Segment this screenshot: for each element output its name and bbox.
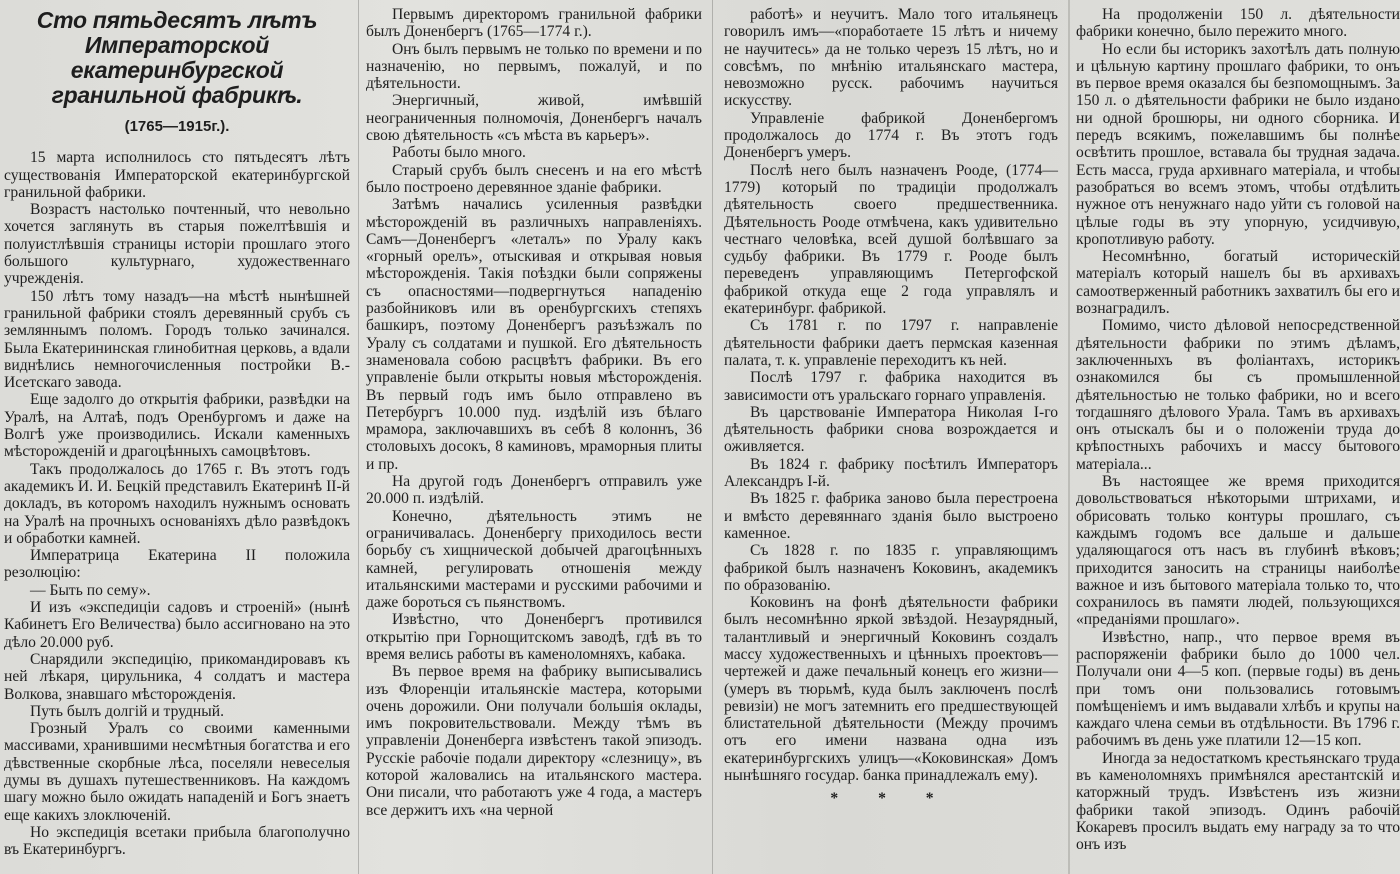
- paragraph: Въ первое время на фабрику выписывались изъ Флоренціи итальянскіе мастера, которыми очень дорожили. Они получали большія оклады, имъ покровительствовали. Между тѣмъ въ управленіи Доненберга извѣстенъ такой эпизодъ. Русскіе рабочіе подали директору «слезницу», въ которой жаловались на итальянского мастера. Они писали, что работаютъ уже 4 года, а мастеръ все держитъ ихъ «на черной: [366, 663, 702, 819]
- paragraph: Энергичный, живой, имѣвшій неограниченныя полномочія, Доненбергъ началъ свою дѣятельность «съ мѣста въ карьеръ».: [366, 92, 702, 145]
- paragraph: На другой годъ Доненбергъ отправилъ уже 20.000 п. издѣлій.: [366, 473, 702, 508]
- paragraph: Послѣ него былъ назначенъ Рооде, (1774—1779) который по традиціи продолжалъ дѣятельность своего предшественника. Дѣятельность Рооде отмѣчена, какъ удивительно честнаго человѣка, всей душой болѣвшаго за судьбу фабрики. Въ 1779 г. Рооде былъ переведенъ управляющимъ Петергофской фабрикой откуда еще 2 года управлялъ и екатеринбург. фабрикой.: [724, 161, 1058, 318]
- paragraph: Коковинъ на фонѣ дѣятельности фабрики былъ несомнѣнно яркой звѣздой. Незаурядный, талантливый и энергичный Коковинъ создалъ массу художественныхъ и цѣнныхъ проектовъ—чертежей и даже печальный конецъ его жизни—(умеръ въ тюрьмѣ, куда былъ заключенъ послѣ ревизіи) не могъ затемнить его предшествующей блистательной дѣятельности (Между прочимъ отъ его имени названа одна изъ екатеринбургскихъ улицъ—«Коковинская» Домъ нынѣшняго государ. банка принадлежалъ ему).: [724, 594, 1058, 785]
- column-divider: [358, 0, 359, 874]
- paragraph: Затѣмъ начались усиленныя развѣдки мѣсторожденій въ различныхъ направленіяхъ. Самъ—Доненбергъ «леталъ» по Уралу какъ «горный орелъ», отыскивая и открывая новыя мѣсторожденія. Такія поѣздки были сопряжены съ опасностями—подвергнуться нападенію разбойниковъ или въ оренбургскихъ степяхъ башкиръ, поэтому Доненбергъ разъѣзжалъ по Уралу съ солдатами и пушкой. Его дѣятельность знаменовала собою расцвѣтъ фабрики. Въ его управленіе были открыты новыя мѣсторожденія. Въ первый годъ имъ было отправлено въ Петербургъ 10.000 пуд. издѣлій изъ бѣлаго мрамора, заключавшихъ въ себѣ 8 колоннъ, 36 столовыхъ досокъ, 8 каминовъ, мраморныя плиты и пр.: [366, 196, 702, 473]
- paragraph: Первымъ директоромъ гранильной фабрики былъ Доненбергъ (1765—1774 г.).: [366, 6, 702, 41]
- paragraph: Еще задолго до открытія фабрики, развѣдки на Уралѣ, на Алтаѣ, подъ Оренбургомъ и даже на Волгѣ уже производились. Искали каменныхъ мѣсторожденій и драгоцѣнныхъ самоцвѣтовъ.: [4, 391, 350, 461]
- paragraph: Такъ продолжалось до 1765 г. Въ этотъ годъ академикъ И. И. Бецкій представилъ Екатеринѣ II-й докладъ, въ которомъ находилъ нужнымъ основать на Уралѣ на прочныхъ основаніяхъ дѣло развѣдокъ и обработки камней.: [4, 460, 350, 547]
- paragraph: 150 лѣтъ тому назадъ—на мѣстѣ нынѣшней гранильной фабрики стоялъ деревянный срубъ съ земляннымъ поломъ. Городъ только зачинался. Была Екатерининская глинобитная церковь, а вдали виднѣлись немногочисленныя постройки В.-Исетскаго завода.: [4, 287, 350, 392]
- column-divider: [712, 0, 713, 874]
- paragraph: Въ царствованіе Императора Николая I-го дѣятельность фабрики снова возрождается и оживляется.: [724, 403, 1058, 456]
- column-1: [4, 0, 356, 874]
- article-headline: Сто пятьдесятъ лѣтъ Императорской екатеринбургской гранильной фабрикѣ.: [36, 7, 318, 108]
- paragraph: — Быть по сему».: [30, 581, 151, 599]
- paragraph: Онъ былъ первымъ не только по времени и по назначенію, но первымъ, пожалуй, и по дѣятельности.: [366, 40, 702, 93]
- paragraph: Работы было много.: [392, 144, 526, 162]
- paragraph: Съ 1781 г. по 1797 г. направленіе дѣятельности фабрики даетъ пермская казенная палата, т. к. управленіе переходитъ къ ней.: [724, 317, 1058, 369]
- paragraph: работѣ» и неучитъ. Мало того итальянецъ говорилъ имъ—«поработаете 15 лѣтъ и ничему не научитесь» да не только черезъ 15 лѣтъ, но и совсѣмъ, по мнѣнію итальянскаго мастера, невозможно русск. рабочимъ научиться искусству.: [724, 6, 1058, 110]
- paragraph: Но экспедиція всетаки прибыла благополучно въ Екатеринбургъ.: [4, 823, 350, 859]
- paragraph: Старый срубъ былъ снесенъ и на его мѣстѣ было построено деревянное зданіе фабрики.: [366, 161, 702, 196]
- paragraph: Императрица Екатерина II положила резолюцію:: [4, 547, 350, 582]
- paragraph: Конечно, дѣятельность этимъ не ограничивалась. Доненбергу приходилось вести борьбу съ хищнической добычей драгоцѣнныхъ камней, регулировать отношенія между итальянскими мастерами и русскими рабочими и даже бороться съ пьянствомъ.: [366, 507, 702, 612]
- paragraph: Грозный Уралъ со своими каменными массивами, хранившими несмѣтныя богатства и его дѣвственные скорбные лѣса, поселяли невеселыя думы въ душахъ путешественниковъ. На каждомъ шагу можно было ожидать нападеній и Богъ знаетъ еще какихъ злоключеній.: [4, 720, 350, 824]
- paragraph: Послѣ 1797 г. фабрика находится въ зависимости отъ уральскаго горнаго управленія.: [724, 369, 1058, 404]
- paragraph: И изъ «экспедиціи садовъ и строеній» (нынѣ Кабинетъ Его Величества) было ассигновано на это дѣло 20.000 руб.: [4, 599, 350, 651]
- paragraph: Извѣстно, напр., что первое время въ распоряженіи фабрики было до 1000 чел. Получали они 4—5 коп. (первые годы) въ день при томъ они пользовались готовымъ помѣщеніемъ и имъ выдавали хлѣбъ и крупы на каждаго члена семьи въ отдѣльности. Въ 1796 г. рабочимъ въ день уже платили 12—15 коп.: [1076, 628, 1400, 750]
- paragraph: 15 марта исполнилось сто пятьдесятъ лѣтъ существованія Императорской екатеринбургской гранильной фабрики.: [4, 149, 350, 201]
- paragraph: На продолженіи 150 л. дѣятельности фабрики конечно, было пережито много.: [1076, 6, 1400, 41]
- paragraph: Иногда за недостаткомъ крестьянскаго труда въ каменоломняхъ примѣнялся арестантскій и каторжный трудъ. Извѣстенъ изъ жизни фабрики такой эпизодъ. Одинъ рабочій Кокаревъ просилъ выдать ему награду за то что онъ изъ: [1076, 749, 1400, 854]
- column-3: [718, 0, 1064, 874]
- paragraph: Съ 1828 г. по 1835 г. управляющимъ фабрикой былъ назначенъ Коковинъ, академикъ по образованію.: [724, 542, 1058, 594]
- paragraph: Несомнѣнно, богатый историческій матеріалъ который нашелъ бы въ архивахъ самоотверженный работникъ захватилъ бы его и вознаградилъ.: [1076, 248, 1400, 318]
- section-separator-stars: * * *: [830, 790, 952, 808]
- paragraph: Управленіе фабрикой Доненбергомъ продолжалось до 1774 г. Въ этотъ годъ Доненбергъ умеръ.: [724, 109, 1058, 162]
- paragraph: Извѣстно, что Доненбергъ противился открытію при Горнощитскомъ заводѣ, гдѣ въ то время велись работы въ каменоломняхъ, кабака.: [366, 611, 702, 663]
- paragraph: Въ настоящее же время приходится довольствоваться нѣкоторыми штрихами, и обрисовать только контуры прошлаго, съ каждымъ годомъ все дальше и дальше удаляющагося отъ насъ въ глубинѣ вѣковъ; приходится заносить на страницы наиболѣе важное и изъ бытового матеріала только то, что сохранилось въ памяти людей, пользующихся «преданіями прошлаго».: [1076, 473, 1400, 629]
- article-dates: (1765—1915г.).: [124, 118, 230, 135]
- paragraph: Помимо, чисто дѣловой непосредственной дѣятельности фабрики по этимъ дѣламъ, заключенныхъ въ фоліантахъ, историкъ ознакомился бы съ промышленной дѣятельностью не только фабрики, но и всего тогдашняго дѣлового Урала. Тамъ въ архивахъ онъ отыскалъ бы и о положеніи труда до крѣпостныхъ рабочихъ и массу бытового матеріала...: [1076, 317, 1400, 473]
- paragraph: Возрастъ настолько почтенный, что невольно хочется заглянуть въ старыя пожелтѣвшія и полуистлѣвшія страницы исторіи прошлаго этого большого культурнаго, художественнаго учрежденія.: [4, 201, 350, 288]
- paragraph: Путь былъ долгій и трудный.: [30, 702, 224, 720]
- column-4: [1068, 0, 1400, 874]
- column-2: [362, 0, 708, 874]
- paragraph: Въ 1824 г. фабрику посѣтилъ Императоръ Александръ I-й.: [724, 455, 1058, 491]
- paragraph: Въ 1825 г. фабрика заново была перестроена и вмѣсто деревяннаго зданія было выстроено каменное.: [724, 490, 1058, 542]
- paragraph: Снарядили экспедицію, прикомандировавъ къ ней лѣкаря, цирульника, 4 солдатъ и мастера Волкова, знавшаго мѣсторожденія.: [4, 650, 350, 703]
- paragraph: Но если бы историкъ захотѣлъ дать полную и цѣльную картину прошлаго фабрики, то онъ въ первое время оказался бы безпомощнымъ. За 150 л. о дѣятельности фабрики не было издано ни одной брошюры, ни одного сборника. И передъ всякимъ, пожелавшимъ бы полнѣе освѣтить прошлое, вставала бы трудная задача. Есть масса, груда архивнаго матеріала, и чтобы разобраться во всемъ этомъ, чтобы отдѣлить нужное отъ ненужнаго надо уйти съ головой на цѣлые годы въ эту упорную, усидчивую, кропотливую работу.: [1076, 40, 1400, 248]
